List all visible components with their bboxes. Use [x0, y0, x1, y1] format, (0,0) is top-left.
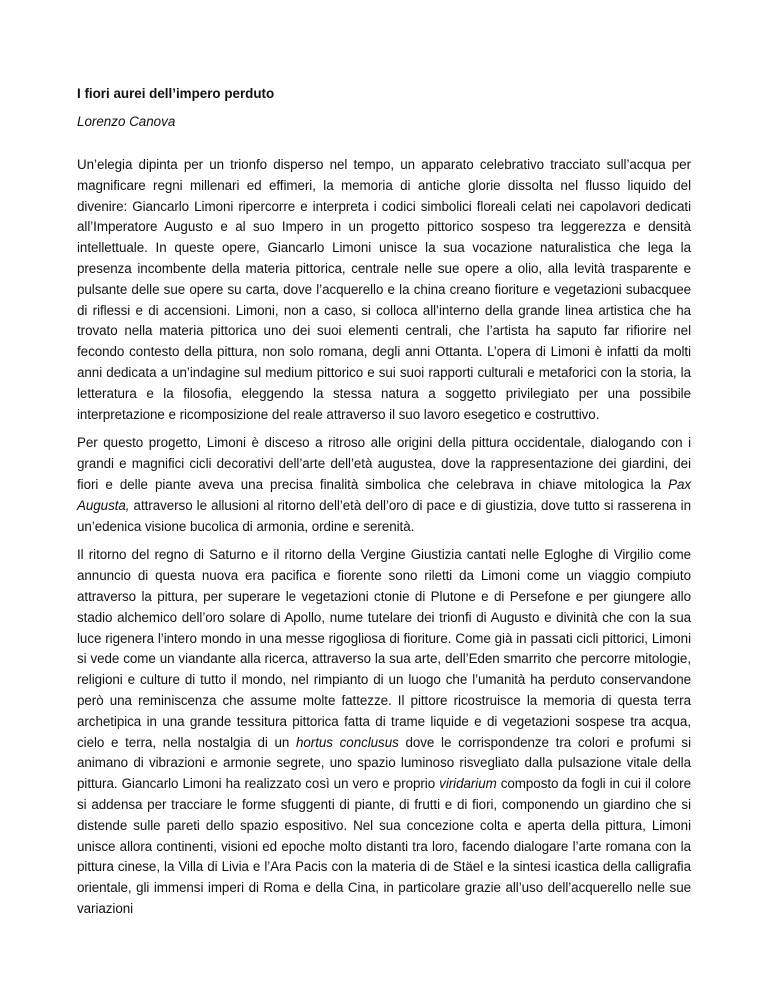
paragraph-text: composto da fogli in cui il colore si addensa per tracciare le forme sfuggenti di piante, di frutti e di fiori, componendo un giardino che si distende sulle pareti dello spazio espositivo. Nel sua concezione colta e aperta della pittura, Limoni unisce allora continenti, visioni ed epoche molto distanti tra loro, facendo dialogare l’arte romana con la pittura cinese, la Villa di Livia e l’Ara Pacis con la materia di de Stäel e la sintesi icastica della calligrafia orientale, gli immensi imperi di Roma e della Cina, in particolare grazie all’uso dell’acquerello nelle sue variazioni [77, 776, 691, 916]
paragraph-text: Per questo progetto, Limoni è disceso a ritroso alle origini della pittura occidentale, dialogando con i grandi e magnifici cicli decorativi dell’arte dell’età augustea, dove la rappresentazione dei giardini, dei fiori e delle piante aveva una precisa finalità simbolica che celebrava in chiave mitologica la [77, 435, 691, 492]
paragraph [77, 155, 691, 425]
document-body [77, 155, 691, 920]
paragraph [77, 545, 691, 919]
italic-text: hortus conclusus [296, 734, 399, 750]
document-title: I fiori aurei dell’impero perduto [77, 86, 275, 101]
paragraph-text: attraverso le allusioni al ritorno dell’età dell’oro di pace e di giustizia, dove tutto si rasserena in un’edenica visione bucolica di armonia, ordine e serenità. [77, 497, 691, 534]
paragraph-text: dove le corrispondenze tra colori e profumi si animano di vibrazioni e armonie segrete, uno spazio luminoso risvegliato dalla pulsazione vitale della pittura. Giancarlo Limoni ha realizzato così un vero e proprio [77, 734, 691, 792]
document-page [77, 84, 691, 928]
document-author: Lorenzo Canova [77, 114, 176, 129]
paragraph [77, 433, 691, 537]
paragraph-text: Il ritorno del regno di Saturno e il ritorno della Vergine Giustizia cantati nelle Egloghe di Virgilio come annuncio di questa nuova era pacifica e fiorente sono riletti da Limoni come un viaggio compiuto attraverso la pittura, per superare le vegetazioni ctonie di Plutone e di Persefone e per giungere allo stadio alchemico dell’oro solare di Apollo, nume tutelare dei trionfi di Augusto e divinità che con la sua luce rigenera l’intero mondo in una messe rigogliosa di fioriture. Come già in passati cicli pittorici, Limoni si vede come un viandante alla ricerca, attraverso la sua arte, dell’Eden smarrito che percorre mitologie, religioni e culture di tutto il mondo, nel rimpianto di un luogo che l’umanità ha perduto conservandone però una reminiscenza che assume molte fattezze. Il pittore ricostruisce la memoria di questa terra archetipica in una grande tessitura pittorica fatta di trame liquide e di vegetazioni sospese tra acqua, cielo e terra, nella nostalgia di un [77, 547, 691, 750]
italic-text: Pax Augusta, [77, 476, 691, 513]
paragraph-text: Un’elegia dipinta per un trionfo disperso nel tempo, un apparato celebrativo tracciato sull’acqua per magnificare regni millenari ed effimeri, la memoria di antiche glorie dissolta nel flusso liquido del divenire: Giancarlo Limoni ripercorre e interpreta i codici simbolici floreali celati nei capolavori dedicati all’Imperatore Augusto e al suo Impero in un progetto pittorico sospeso tra leggerezza e densità intellettuale. In queste opere, Giancarlo Limoni unisce la sua vocazione naturalistica che lega la presenza incombente della materia pittorica, centrale nelle sue opere a olio, alla levità trasparente e pulsante delle sue opere su carta, dove l’acquerello e la china creano fioriture e vegetazioni subacquee di riflessi e di accensioni. Limoni, non a caso, si colloca all’interno della grande linea artistica che ha trovato nella materia pittorica uno dei suoi elementi centrali, che l’artista ha saputo far rifiorire nel fecondo contesto della pittura, non solo romana, degli anni Ottanta. L’opera di Limoni è infatti da molti anni dedicata a un’indagine sul medium pittorico e sui suoi rapporti culturali e metaforici con la storia, la letteratura e la filosofia, eleggendo la stessa natura a soggetto privilegiato per una possibile interpretazione e ricomposizione del reale attraverso il suo lavoro esegetico e costruttivo. [77, 157, 691, 422]
italic-text: viridarium [439, 776, 497, 792]
